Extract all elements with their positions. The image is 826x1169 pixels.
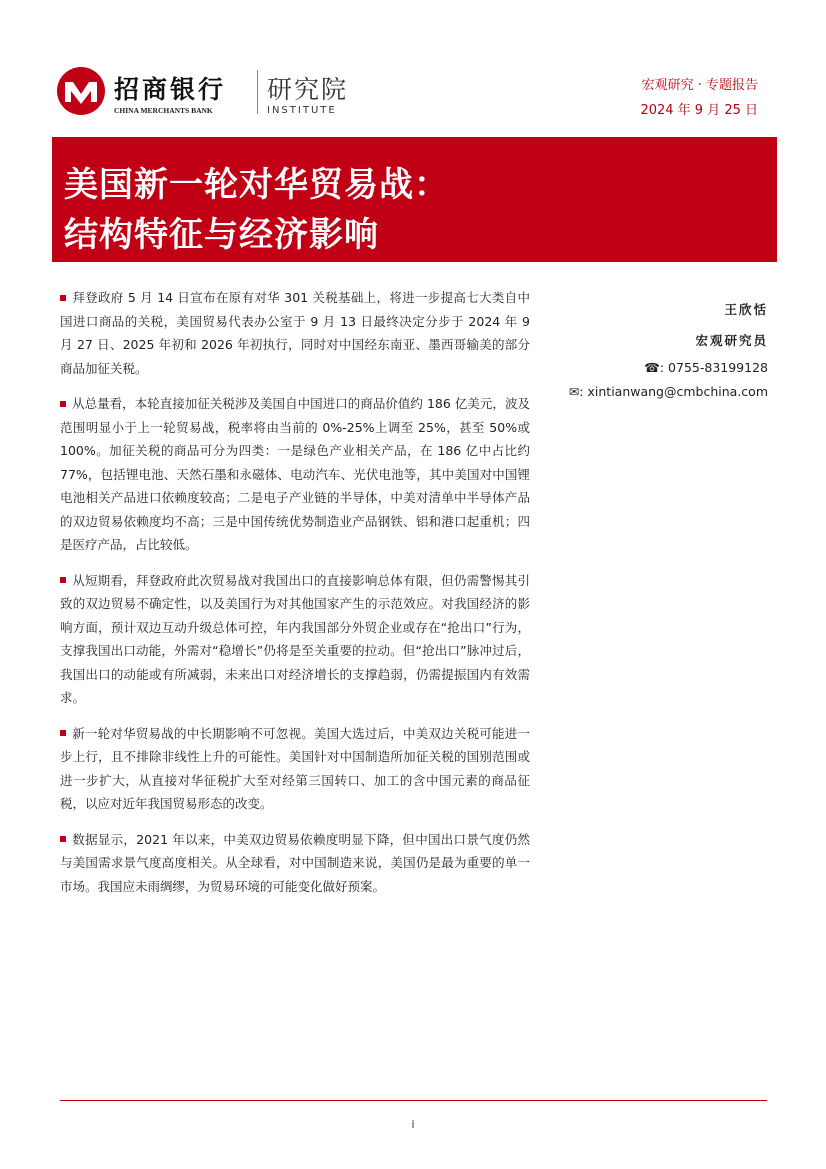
- brand-logo: [56, 66, 356, 122]
- bullet-square-icon: [60, 401, 66, 407]
- phone-icon: ☎:: [644, 360, 665, 375]
- page-number: i: [411, 1118, 415, 1131]
- brand-name-cn: 招商银行: [114, 75, 227, 104]
- institute-name-en: INSTITUTE: [267, 105, 337, 116]
- report-date: 2024 年 9 月 25 日: [640, 103, 758, 118]
- report-title-line-2: 结构特征与经济影响: [64, 215, 379, 255]
- author-phone: [548, 360, 768, 375]
- author-name: 王欣恬: [724, 302, 768, 317]
- brand-name-en: CHINA MERCHANTS BANK: [114, 106, 213, 115]
- bullet-square-icon: [60, 577, 66, 583]
- summary-paragraph: 新一轮对华贸易战的中长期影响不可忽视。美国大选过后，中美双边关税可能进一步上行，且不排除非线性上升的可能性。美国针对中国制造所加征关税的国别范围或进一步扩大，从直接对华征税扩大至对经第三国转口、加工的含中国元素的商品征税，以应对近年我国贸易形态的改变。: [60, 725, 530, 811]
- summary-paragraph: 数据显示，2021 年以来，中美双边贸易依赖度明显下降，但中国出口景气度仍然与美国需求景气度高度相关。从全球看，对中国制造来说，美国仍是最为重要的单一市场。我国应未雨绸缪，为贸易环境的可能变化做好预案。: [60, 831, 530, 894]
- bullet-square-icon: [60, 836, 66, 842]
- cmb-logo-icon: [56, 66, 106, 116]
- footer-divider: [60, 1100, 767, 1101]
- email-icon: ✉:: [568, 384, 584, 399]
- title-banner: [52, 137, 777, 262]
- author-role: 宏观研究员: [695, 333, 768, 348]
- bullet-square-icon: [60, 295, 66, 301]
- email-address[interactable]: xintianwang@cmbchina.com: [587, 384, 768, 399]
- summary-paragraph: 从总量看，本轮直接加征关税涉及美国自中国进口的商品价值约 186 亿美元，波及范围明显小于上一轮贸易战，税率将由当前的 0%-25%上调至 25%，甚至 50%或 100%。加征关税的商品可分为四类：一是绿色产业相关产品，在 186 亿中占比约 77%，包括锂电池、天然石墨和永磁体、电动汽车、光伏电池等，其中美国对中国锂电池相关产品进口依赖度较高；二是电子产业链的半导体，中美对清单中半导体产品的双边贸易依赖度均不高；三是中国传统优势制造业产品钢铁、铝和港口起重机；四是医疗产品，占比较低。: [60, 396, 530, 552]
- author-panel: [548, 300, 768, 408]
- summary-body: [60, 286, 530, 910]
- institute-name-cn: 研究院: [267, 75, 349, 104]
- report-title-line-1: 美国新一轮对华贸易战：: [64, 165, 449, 205]
- report-type: 宏观研究 · 专题报告: [641, 78, 758, 93]
- logo-divider: [257, 70, 258, 114]
- bullet-square-icon: [60, 730, 66, 736]
- summary-paragraph: 从短期看，拜登政府此次贸易战对我国出口的直接影响总体有限，但仍需警惕其引致的双边贸易不确定性，以及美国行为对其他国家产生的示范效应。对我国经济的影响方面，预计双边互动升级总体可控，年内我国部分外贸企业或存在“抢出口”行为，支撑我国出口动能，外需对“稳增长”仍将是至关重要的拉动。但“抢出口”脉冲过后，我国出口的动能或有所减弱，未来出口对经济增长的支撑趋弱，仍需提振国内有效需求。: [60, 572, 530, 705]
- author-email: [548, 384, 768, 399]
- summary-paragraph: 拜登政府 5 月 14 日宣布在原有对华 301 关税基础上，将进一步提高七大类自中国进口商品的关税，美国贸易代表办公室于 9 月 13 日最终决定分步于 2024 年 9 月 27 日、2025 年初和 2026 年初执行，同时对中国经东南亚、墨西哥输美的部分商品加征关税。: [60, 290, 530, 376]
- phone-number: 0755-83199128: [668, 360, 768, 375]
